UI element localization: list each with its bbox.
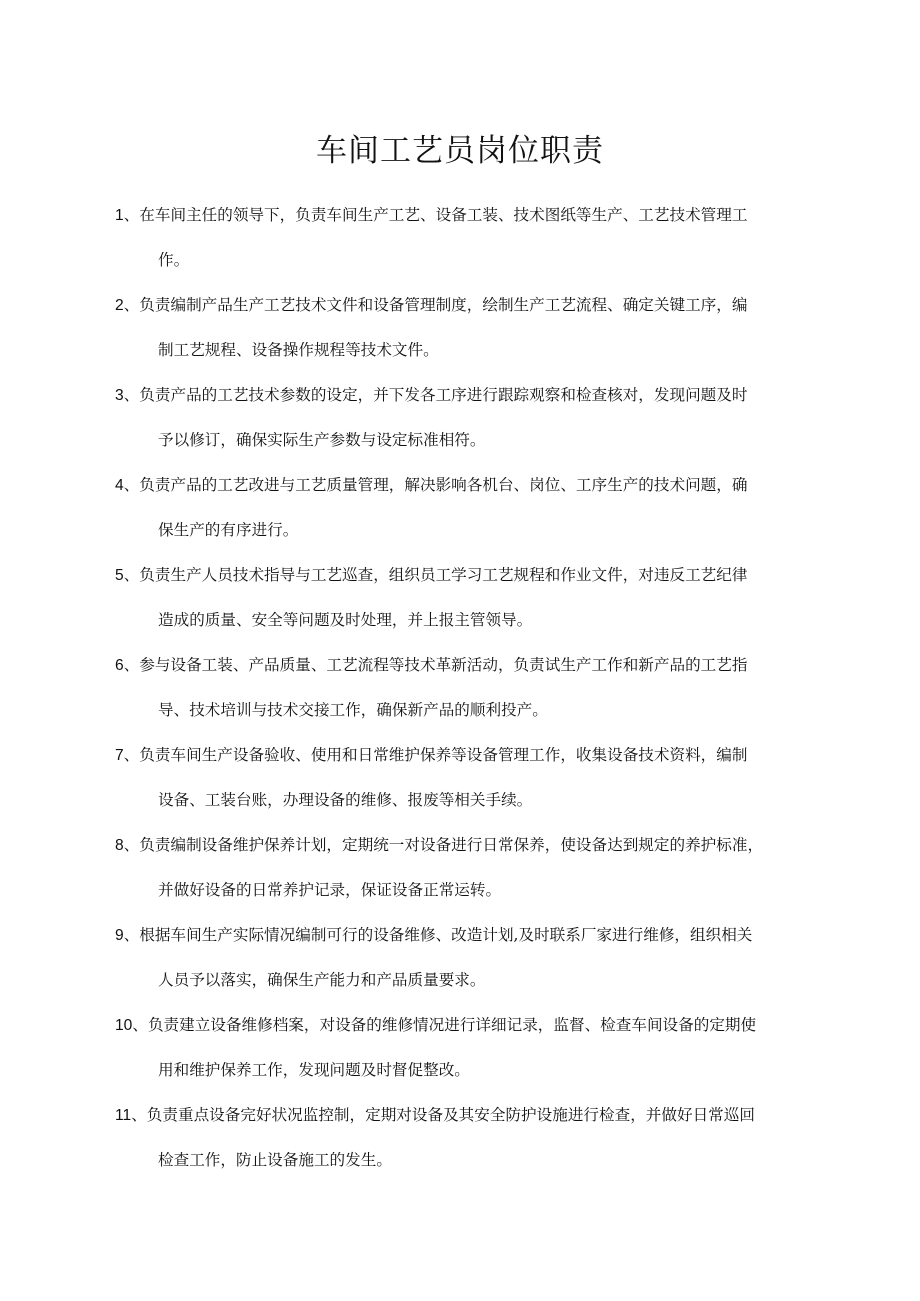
- duty-item-text: 、负责车间生产设备验收、使用和日常维护保养等设备管理工作，收集设备技术资料，编制: [123, 746, 748, 764]
- duty-item-line1: [115, 373, 820, 418]
- duty-item-line1: [115, 193, 820, 238]
- duty-item-number: 3: [115, 387, 124, 404]
- duty-item-number: 8: [115, 837, 124, 854]
- duty-item-3: [115, 373, 820, 463]
- duty-item-number: 9: [115, 927, 124, 944]
- duty-item-text: 、负责产品的工艺改进与工艺质量管理，解决影响各机台、岗位、工序生产的技术问题，确: [123, 476, 748, 494]
- duty-item-text: 、负责产品的工艺技术参数的设定，并下发各工序进行跟踪观察和检查核对，发现问题及时: [123, 386, 748, 404]
- duty-item-line2: 并做好设备的日常养护记录，保证设备正常运转。: [158, 881, 502, 899]
- duty-item-8: [115, 823, 820, 913]
- duty-item-number: 7: [115, 747, 124, 764]
- duty-item-text: 、负责重点设备完好状况监控制，定期对设备及其安全防护设施进行检查，并做好日常巡回: [131, 1106, 755, 1124]
- duty-item-number: 11: [115, 1107, 132, 1124]
- duty-item-2: [115, 283, 820, 373]
- duty-item-line1: [115, 1003, 820, 1048]
- duty-item-line1: [115, 913, 820, 958]
- duty-item-line2: 作。: [158, 251, 190, 269]
- duty-item-line1: [115, 463, 820, 508]
- duty-item-line2: 人员予以落实，确保生产能力和产品质量要求。: [158, 971, 486, 989]
- duty-item-10: [115, 1003, 820, 1093]
- duty-item-number: 1: [115, 207, 124, 224]
- duty-item-line1: [115, 823, 820, 868]
- duty-item-line1: [115, 553, 820, 598]
- duty-item-line2: 保生产的有序进行。: [158, 521, 299, 539]
- duty-item-text: 、负责编制设备维护保养计划，定期统一对设备进行日常保养，使设备达到规定的养护标准，: [123, 836, 764, 854]
- duty-item-number: 10: [115, 1017, 133, 1034]
- duty-item-7: [115, 733, 820, 823]
- duty-item-line2: 导、技术培训与技术交接工作，确保新产品的顺利投产。: [158, 701, 548, 719]
- duty-item-number: 4: [115, 477, 124, 494]
- duty-item-text: 、根据车间生产实际情况编制可行的设备维修、改造计划,及时联系厂家进行维修，组织相关: [123, 926, 753, 944]
- duty-item-line2: 予以修订，确保实际生产参数与设定标准相符。: [158, 431, 486, 449]
- duty-item-11: [115, 1093, 820, 1183]
- duty-item-number: 5: [115, 567, 124, 584]
- duty-item-line2: 造成的质量、安全等问题及时处理，并上报主管领导。: [158, 611, 533, 629]
- duty-item-line2: 用和维护保养工作，发现问题及时督促整改。: [158, 1061, 470, 1079]
- duty-list: [115, 193, 820, 1183]
- duty-item-1: [115, 193, 820, 283]
- duty-item-4: [115, 463, 820, 553]
- duty-item-line2: 设备、工装台账，办理设备的维修、报废等相关手续。: [158, 791, 533, 809]
- duty-item-number: 2: [115, 297, 124, 314]
- duty-item-line1: [115, 283, 820, 328]
- duty-item-text: 、负责建立设备维修档案，对设备的维修情况进行详细记录，监督、检查车间设备的定期使: [132, 1016, 757, 1034]
- duty-item-line2: 检查工作，防止设备施工的发生。: [158, 1151, 392, 1169]
- duty-item-text: 、在车间主任的领导下，负责车间生产工艺、设备工装、技术图纸等生产、工艺技术管理工: [123, 206, 748, 224]
- duty-item-text: 、负责编制产品生产工艺技术文件和设备管理制度，绘制生产工艺流程、确定关键工序，编: [123, 296, 748, 314]
- duty-item-line1: [115, 733, 820, 778]
- page-title: 车间工艺员岗位职责: [316, 133, 604, 169]
- duty-item-text: 、参与设备工装、产品质量、工艺流程等技术革新活动，负责试生产工作和新产品的工艺指: [123, 656, 748, 674]
- duty-item-line2: 制工艺规程、设备操作规程等技术文件。: [158, 341, 439, 359]
- duty-item-5: [115, 553, 820, 643]
- duty-item-line1: [115, 1093, 820, 1138]
- duty-item-9: [115, 913, 820, 1003]
- duty-item-6: [115, 643, 820, 733]
- duty-item-number: 6: [115, 657, 124, 674]
- duty-item-line1: [115, 643, 820, 688]
- duty-item-text: 、负责生产人员技术指导与工艺巡查，组织员工学习工艺规程和作业文件，对违反工艺纪律: [123, 566, 748, 584]
